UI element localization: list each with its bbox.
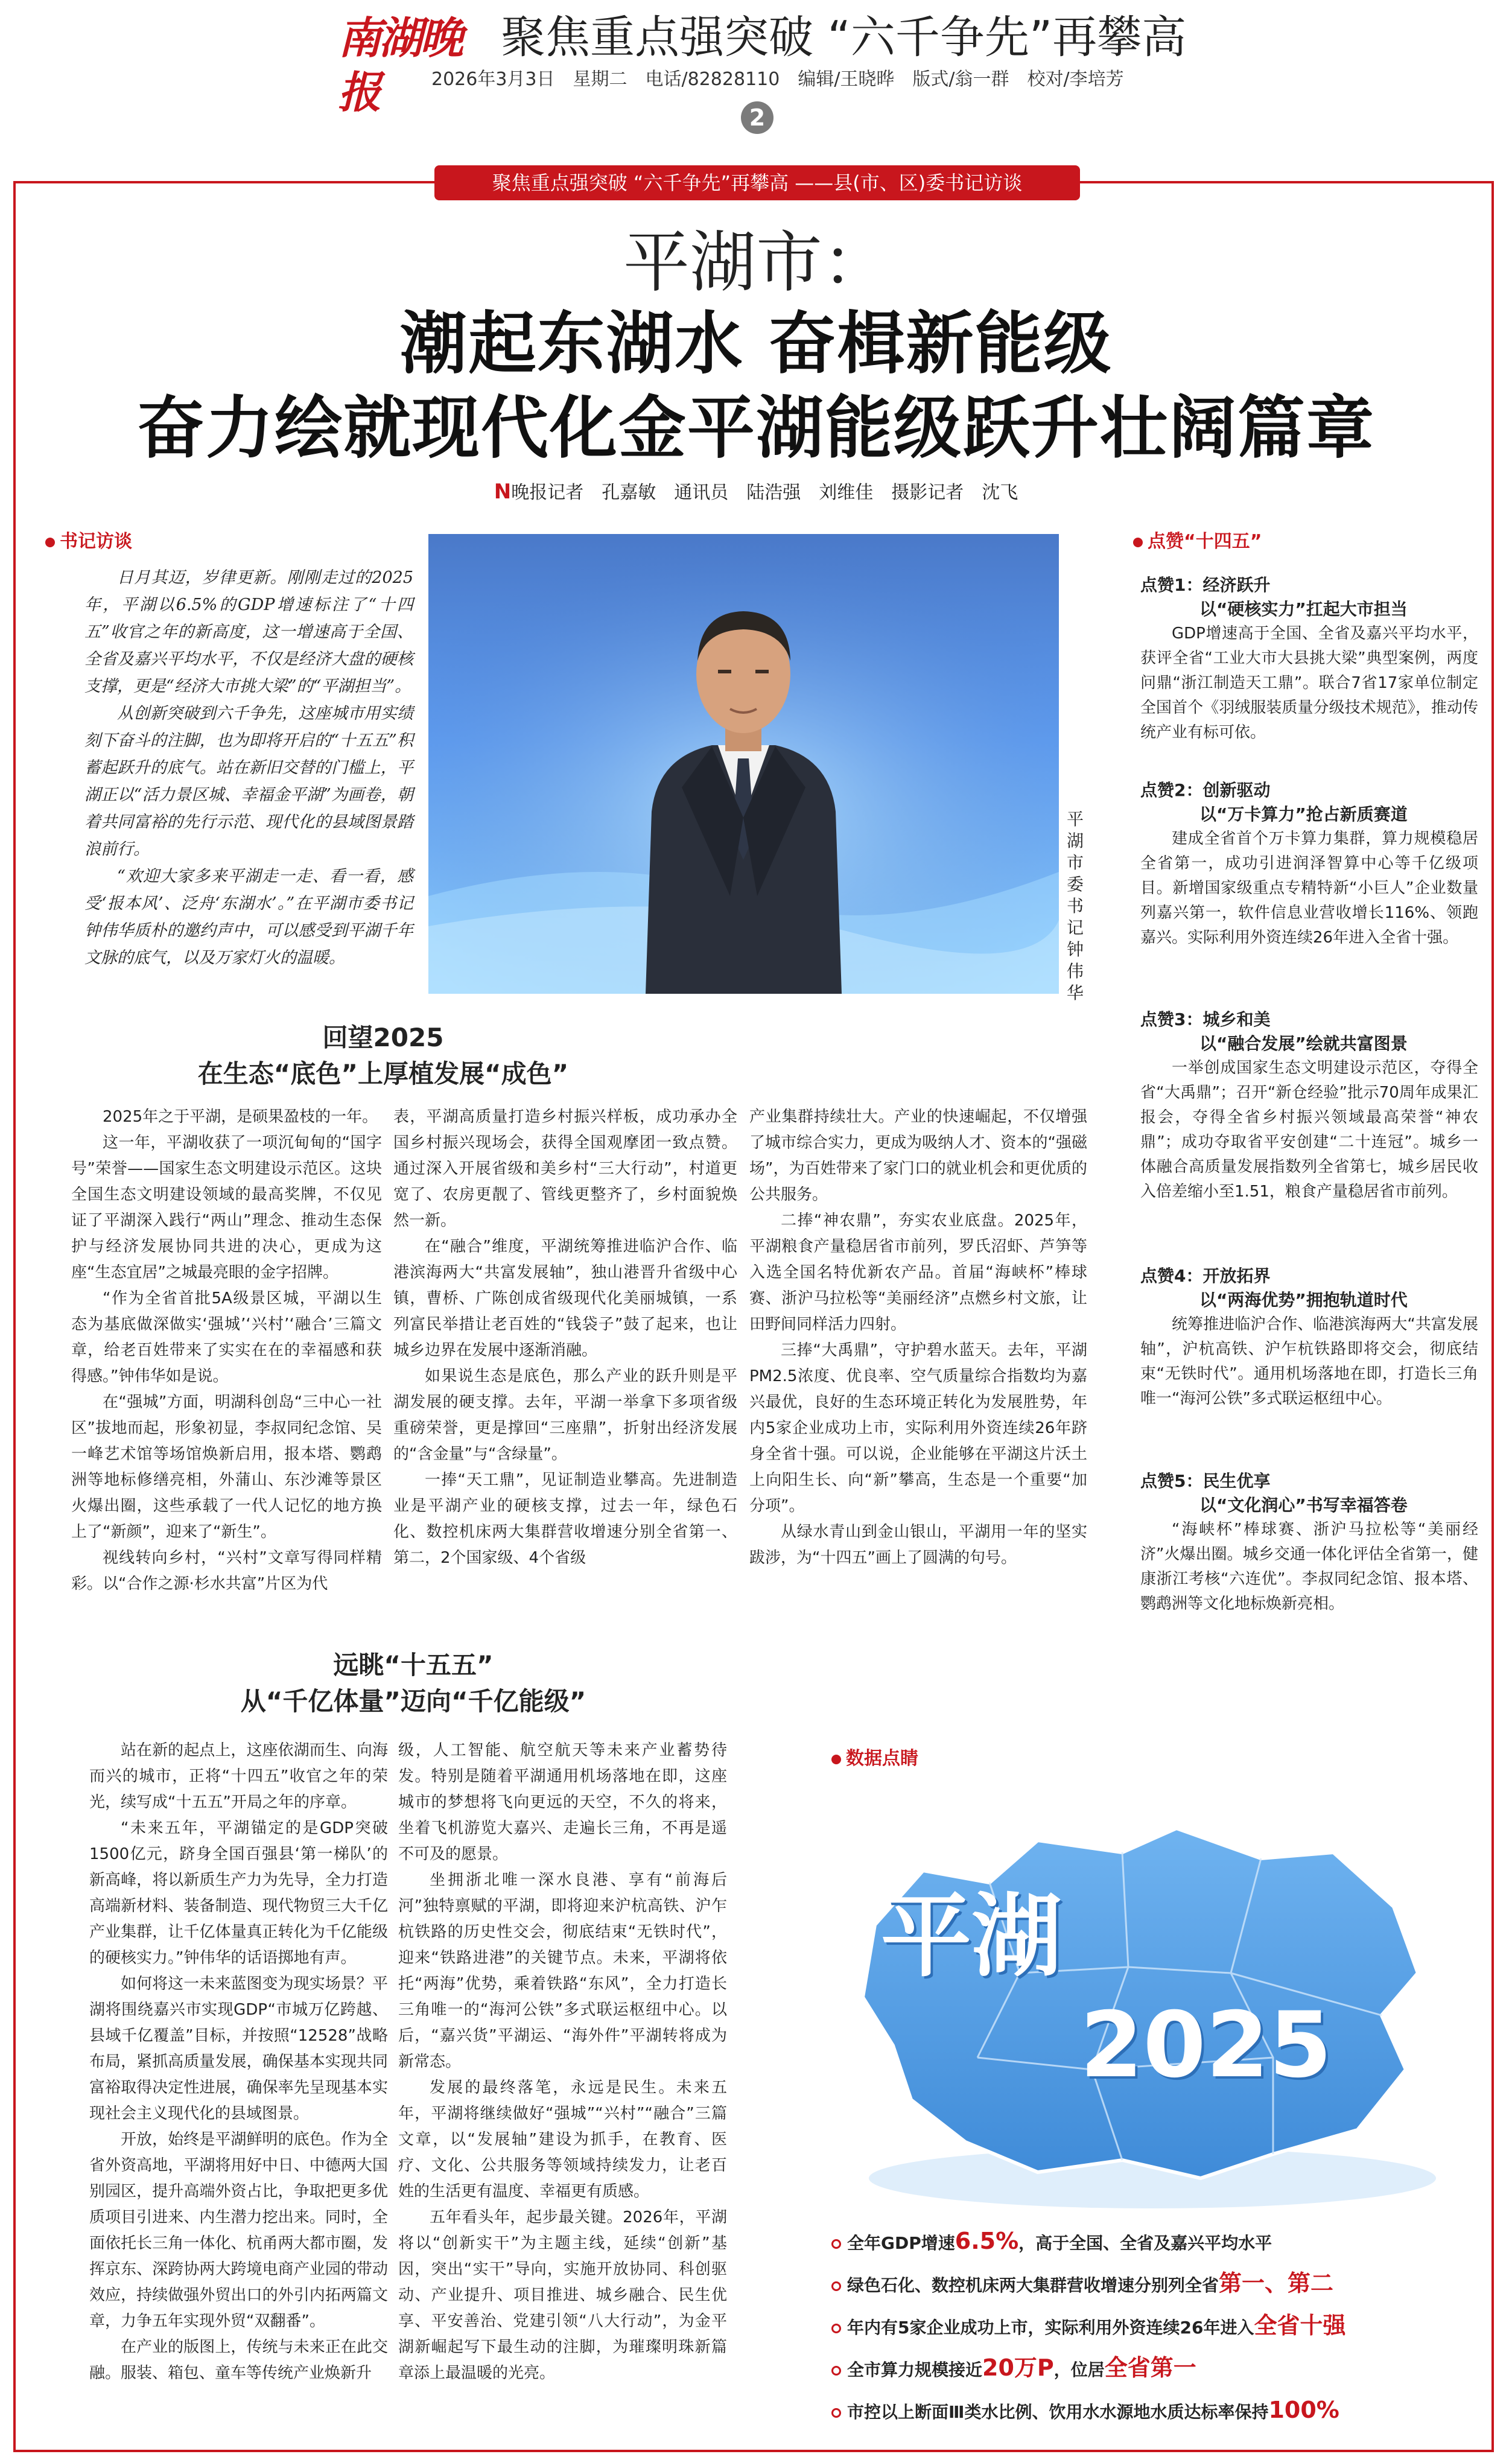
highlight-title: 点赞3：城乡和美	[1140, 1009, 1271, 1029]
highlight-1	[1140, 573, 1478, 745]
photo-caption: 平湖市委书记 钟伟华	[1067, 809, 1101, 1003]
paragraph: 在产业的版图上，传统与未来正在此交融。服装、箱包、童车等传统产业焕新升	[89, 2338, 388, 2382]
portrait-illustration	[428, 534, 1059, 994]
part2-title: 远眺“十五五”	[333, 1650, 494, 1680]
headline-main: 潮起东湖水 奋楫新能级	[399, 305, 1113, 383]
paragraph: 级，人工智能、航空航天等未来产业蓄势待发。特别是随着平湖通用机场落地在即，这座城市的梦想将飞向更远的天空，不久的将来，坐着飞机游览大嘉兴、走遍长三角，不再是遥不可及的愿景。	[398, 1741, 727, 1863]
highlight-5	[1140, 1469, 1478, 1616]
part2-subtitle: 从“千亿体量”迈向“千亿能级”	[240, 1686, 586, 1716]
section-interview	[45, 530, 132, 554]
part1-column-2	[393, 1104, 737, 1571]
paragraph: 从绿水青山到金山银山，平湖用一年的坚实跋涉，为“十四五”画上了圆满的句号。	[749, 1523, 1087, 1567]
paragraph: 三捧“大禹鼎”，守护碧水蓝天。去年，平湖PM2.5浓度、优良率、空气质量综合指数均为嘉兴最优，良好的生态环境正转化为发展胜势，年内5家企业成功上市，实际利用外资连续26年跻身全省十强。可以说，企业能够在平湖这片沃土上向阳生长、向“新”攀高，生态是一个重要“加分项”。	[749, 1341, 1087, 1515]
highlight-title: 点赞2：创新驱动	[1140, 780, 1271, 800]
paragraph: 视线转向乡村，“兴村”文章写得同样精彩。以“合作之源·杉水共富”片区为代	[71, 1549, 382, 1593]
paragraph: 2025年之于平湖，是硕果盈枝的一年。	[103, 1108, 378, 1126]
paragraph: 坐拥浙北唯一深水良港、享有“前海后河”独特禀赋的平湖，即将迎来沪杭高铁、沪乍杭铁路的历史性交会，彻底结束“无铁时代”，迎来“铁路进港”的关键节点。未来，平湖将依托“两海”优势，乘着铁路“东风”，全力打造长三角唯一的“海河公铁”多式联运枢纽中心。以后，“嘉兴货”平湖运、“海外件”平湖转将成为新常态。	[398, 1871, 727, 2071]
paragraph: 一捧“天工鼎”，见证制造业攀高。先进制造业是平湖产业的硬核支撑，过去一年，绿色石化、数控机床两大集群营收增速分别全省第一、第二，2个国家级、4个省级	[393, 1471, 737, 1567]
byline-mark: N	[494, 480, 512, 504]
masthead-info: 2026年3月3日 星期二 电话/82828110 编辑/王晓晔 版式/翁一群 校对/李培芳	[431, 69, 1124, 90]
map-title-year: 2025	[1080, 1993, 1332, 2098]
fact-5: 市控以上断面Ⅲ类水比例、饮用水水源地水质达标率保持100%	[831, 2397, 1339, 2426]
highlight-body: “海峡杯”棒球赛、浙沪马拉松等“美丽经济”火爆出圈。城乡交通一体化评估全省第一，健康浙江考核“六连优”。李叔同纪念馆、报本塔、鹦鹉洲等文化地标焕新亮相。	[1140, 1521, 1478, 1613]
section-data	[831, 1747, 918, 1771]
highlight-subtitle: 以“两海优势”拥抱轨道时代	[1199, 1290, 1408, 1310]
highlight-body: GDP增速高于全国、全省及嘉兴平均水平，获评全省“工业大市大县挑大梁”典型案例，两度问鼎“浙江制造天工鼎”。联合7省17家单位制定全国首个《羽绒服装质量分级技术规范》，推动传统产业有标可依。	[1140, 625, 1478, 742]
paragraph: 在“融合”维度，平湖统筹推进临沪合作、临港滨海两大“共富发展轴”，独山港晋升省级中心镇，曹桥、广陈创成省级现代化美丽城镇，一系列富民举措让老百姓的“钱袋子”鼓了起来，也让城乡边界在发展中逐渐消融。	[393, 1238, 737, 1359]
paragraph: 产业集群持续壮大。产业的快速崛起，不仅增强了城市综合实力，更成为吸纳人才、资本的“强磁场”，为百姓带来了家门口的就业机会和更优质的公共服务。	[749, 1108, 1087, 1204]
highlight-subtitle: 以“硬核实力”扛起大市担当	[1199, 599, 1408, 619]
article-city: 平湖市：	[623, 224, 889, 301]
paragraph: 这一年，平湖收获了一项沉甸甸的“国字号”荣誉——国家生态文明建设示范区。这块全国生态文明建设领域的最高奖牌，不仅见证了平湖深入践行“两山”理念、推动生态保护与经济发展协同共进的决心，更成为这座“生态宜居”之城最亮眼的金字招牌。	[71, 1134, 382, 1282]
highlight-title: 点赞1：经济跃升	[1140, 575, 1271, 595]
highlight-body: 统筹推进临沪合作、临港滨海两大“共富发展轴”，沪杭高铁、沪乍杭铁路即将交会，彻底结束“无铁时代”。通用机场落地在即，打造长三角唯一“海河公铁”多式联运枢纽中心。	[1140, 1315, 1478, 1408]
paragraph: 如何将这一未来蓝图变为现实场景？平湖将围绕嘉兴市实现GDP“市城万亿跨越、县域千亿覆盖”目标，并按照“12528”战略布局，紧抓高质量发展，确保基本实现共同富裕取得决定性进展，确保率先呈现基本实现社会主义现代化的县域图景。	[89, 1975, 388, 2123]
newspaper-logo: 南湖晚报	[338, 12, 462, 118]
series-banner: 聚焦重点强突破 “六千争先”再攀高 ——县(市、区)委书记访谈	[434, 165, 1080, 200]
bullet-icon	[1133, 538, 1143, 547]
highlight-subtitle: 以“融合发展”绘就共富图景	[1199, 1034, 1408, 1054]
page-number-badge: 2	[741, 101, 773, 134]
section-highlights-label: 点赞“十四五”	[1148, 531, 1262, 552]
paragraph: 表，平湖高质量打造乡村振兴样板，成功承办全国乡村振兴现场会，获得全国观摩团一致点赞。通过深入开展省级和美乡村“三大行动”，村道更宽了、农房更靓了、管线更整齐了，乡村面貌焕然一新。	[393, 1108, 737, 1230]
highlight-3	[1140, 1008, 1478, 1204]
ring-bullet-icon	[831, 2408, 841, 2418]
byline-text: 晚报记者 孔嘉敏 通讯员 陆浩强 刘维佳 摄影记者 沈飞	[511, 482, 1018, 503]
headline-secondary: 奋力绘就现代化金平湖能级跃升壮阔篇章	[137, 389, 1375, 468]
paragraph: 开放，始终是平湖鲜明的底色。作为全省外资高地，平湖将用好中日、中德两大国别园区，提升高端外资占比，争取把更多优质项目引进来、内生潜力挖出来。同时，全面依托长三角一体化、杭甬两大都市圈，发挥京东、深跨协两大跨境电商产业园的带动效应，持续做强外贸出口的外引内拓两篇文章，力争五年实现外贸“双翻番”。	[89, 2131, 388, 2330]
paragraph: 如果说生态是底色，那么产业的跃升则是平湖发展的硬支撑。去年，平湖一举拿下多项省级重磅荣誉，更是撑回“三座鼎”，折射出经济发展的“含金量”与“含绿量”。	[393, 1367, 737, 1463]
pinghu-map	[839, 1816, 1454, 2214]
map-title-name: 平湖	[881, 1884, 1063, 1989]
part1-column-3	[749, 1104, 1087, 1571]
section-highlights	[1133, 530, 1262, 554]
paragraph: “未来五年，平湖锚定的是GDP突破1500亿元，跻身全国百强县‘第一梯队’的新高峰，将以新质生产力为先导，全力打造高端新材料、装备制造、现代物贸三大千亿产业集群，让千亿体量真正转化为千亿能级的硬核实力。”钟伟华的话语掷地有声。	[89, 1819, 388, 1967]
highlight-subtitle: 以“万卡算力”抢占新质赛道	[1199, 804, 1408, 824]
paragraph: 在“强城”方面，明湖科创岛“三中心一社区”拔地而起，形象初显，李叔同纪念馆、吴一峰艺术馆等场馆焕新启用，报本塔、鹦鹉洲等地标修缮亮相，外蒲山、东沙滩等景区火爆出圈，这些承载了一代人记忆的地方换上了“新颜”，迎来了“新生”。	[71, 1393, 382, 1541]
part2-column-1	[89, 1738, 388, 2386]
ring-bullet-icon	[831, 2239, 841, 2249]
ring-bullet-icon	[831, 2324, 841, 2333]
secretary-photo	[428, 534, 1059, 994]
paragraph: 二捧“神农鼎”，夯实农业底盘。2025年，平湖粮食产量稳居省市前列，罗氏沼虾、芦笋等入选全国名特优新农产品。首届“海峡杯”棒球赛、浙沪马拉松等“美丽经济”点燃乡村文旅，让田野间同样活力四射。	[749, 1212, 1087, 1333]
interview-intro	[84, 564, 413, 971]
highlight-body: 建成全省首个万卡算力集群，算力规模稳居全省第一，成功引进润泽智算中心等千亿级项目。新增国家级重点专精特新“小巨人”企业数量列嘉兴第一，软件信息业营收增长116%、领跑嘉兴。实际利用外资连续26年进入全省十强。	[1140, 830, 1478, 947]
fact-2: 绿色石化、数控机床两大集群营收增速分别列全省第一、第二	[831, 2270, 1333, 2299]
section-interview-label: 书记访谈	[60, 531, 132, 552]
highlight-title: 点赞4：开放拓界	[1140, 1266, 1271, 1286]
bullet-icon	[831, 1755, 841, 1764]
part1-subtitle: 在生态“底色”上厚植发展“成色”	[197, 1059, 569, 1089]
paragraph: “作为全省首批5A级景区城，平湖以生态为基底做深做实‘强城’‘兴村’‘融合’三篇文章，给老百姓带来了实实在在的幸福感和获得感。”钟伟华如是说。	[71, 1289, 382, 1385]
intro-paragraph: 从创新突破到六千争先，这座城市用实绩刻下奋斗的注脚，也为即将开启的“十五五”积蓄起跃升的底气。站在新旧交替的门槛上，平湖正以“活力景区城、幸福金平湖”为画卷，朝着共同富裕的先行示范、现代化的县域图景踏浪前行。	[84, 704, 413, 859]
highlight-body: 一举创成国家生态文明建设示范区，夺得全省“大禹鼎”；召开“新仓经验”批示70周年成果汇报会，夺得全省乡村振兴领域最高荣誉“神农鼎”；成功夺取省平安创建“二十连冠”。城乡一体融合高质量发展指数列全省第七，城乡居民收入倍差缩小至1.51，粮食产量稳居省市前列。	[1140, 1059, 1478, 1201]
part1-title: 回望2025	[322, 1023, 444, 1052]
paragraph: 发展的最终落笔，永远是民生。未来五年，平湖将继续做好“强城”“兴村”“融合”三篇文章，以“发展轴”建设为抓手，在教育、医疗、文化、公共服务等领域持续发力，让老百姓的生活更有温度、幸福更有质感。	[398, 2079, 727, 2201]
masthead-title: 聚焦重点强突破 “六千争先”再攀高	[501, 11, 1187, 63]
highlight-subtitle: 以“文化润心”书写幸福答卷	[1199, 1495, 1408, 1515]
highlight-4	[1140, 1264, 1478, 1411]
paragraph: 站在新的起点上，这座依湖而生、向海而兴的城市，正将“十四五”收官之年的荣光，续写成“十五五”开局之年的序章。	[89, 1741, 388, 1811]
fact-1: 全年GDP增速6.5%，高于全国、全省及嘉兴平均水平	[831, 2228, 1272, 2257]
paragraph: 五年看头年，起步最关键。2026年，平湖将以“创新实干”为主题主线，延续“创新”基因，突出“实干”导向，实施开放协同、科创驱动、产业提升、项目推进、城乡融合、民生优享、平安善治、党建引领“八大行动”，为金平湖新崛起写下最生动的注脚，为璀璨明珠新篇章添上最温暖的光亮。	[398, 2208, 727, 2382]
byline	[0, 480, 1512, 505]
highlight-2	[1140, 778, 1478, 950]
bullet-icon	[45, 538, 55, 547]
fact-4: 全市算力规模接近20万P，位居全省第一	[831, 2354, 1196, 2383]
part2-column-2	[398, 1738, 727, 2386]
section-data-label: 数据点睛	[846, 1748, 918, 1769]
intro-paragraph: “欢迎大家多来平湖走一走、看一看，感受‘报本风’、泛舟‘东湖水’。”在平湖市委书记钟伟华质朴的邀约声中，可以感受到平湖千年文脉的底气，以及万家灯火的温暖。	[84, 867, 413, 967]
highlight-title: 点赞5：民生优享	[1140, 1471, 1271, 1491]
ring-bullet-icon	[831, 2366, 841, 2376]
intro-paragraph: 日月其迈，岁律更新。刚刚走过的2025年，平湖以6.5%的GDP增速标注了“十四五”收官之年的新高度，这一增速高于全国、全省及嘉兴平均水平，不仅是经济大盘的硬核支撑，更是“经济大市挑大梁”的“平湖担当”。	[84, 568, 413, 696]
ring-bullet-icon	[831, 2281, 841, 2291]
fact-3: 年内有5家企业成功上市，实际利用外资连续26年进入全省十强	[831, 2312, 1345, 2341]
part1-column-1	[71, 1104, 382, 1597]
